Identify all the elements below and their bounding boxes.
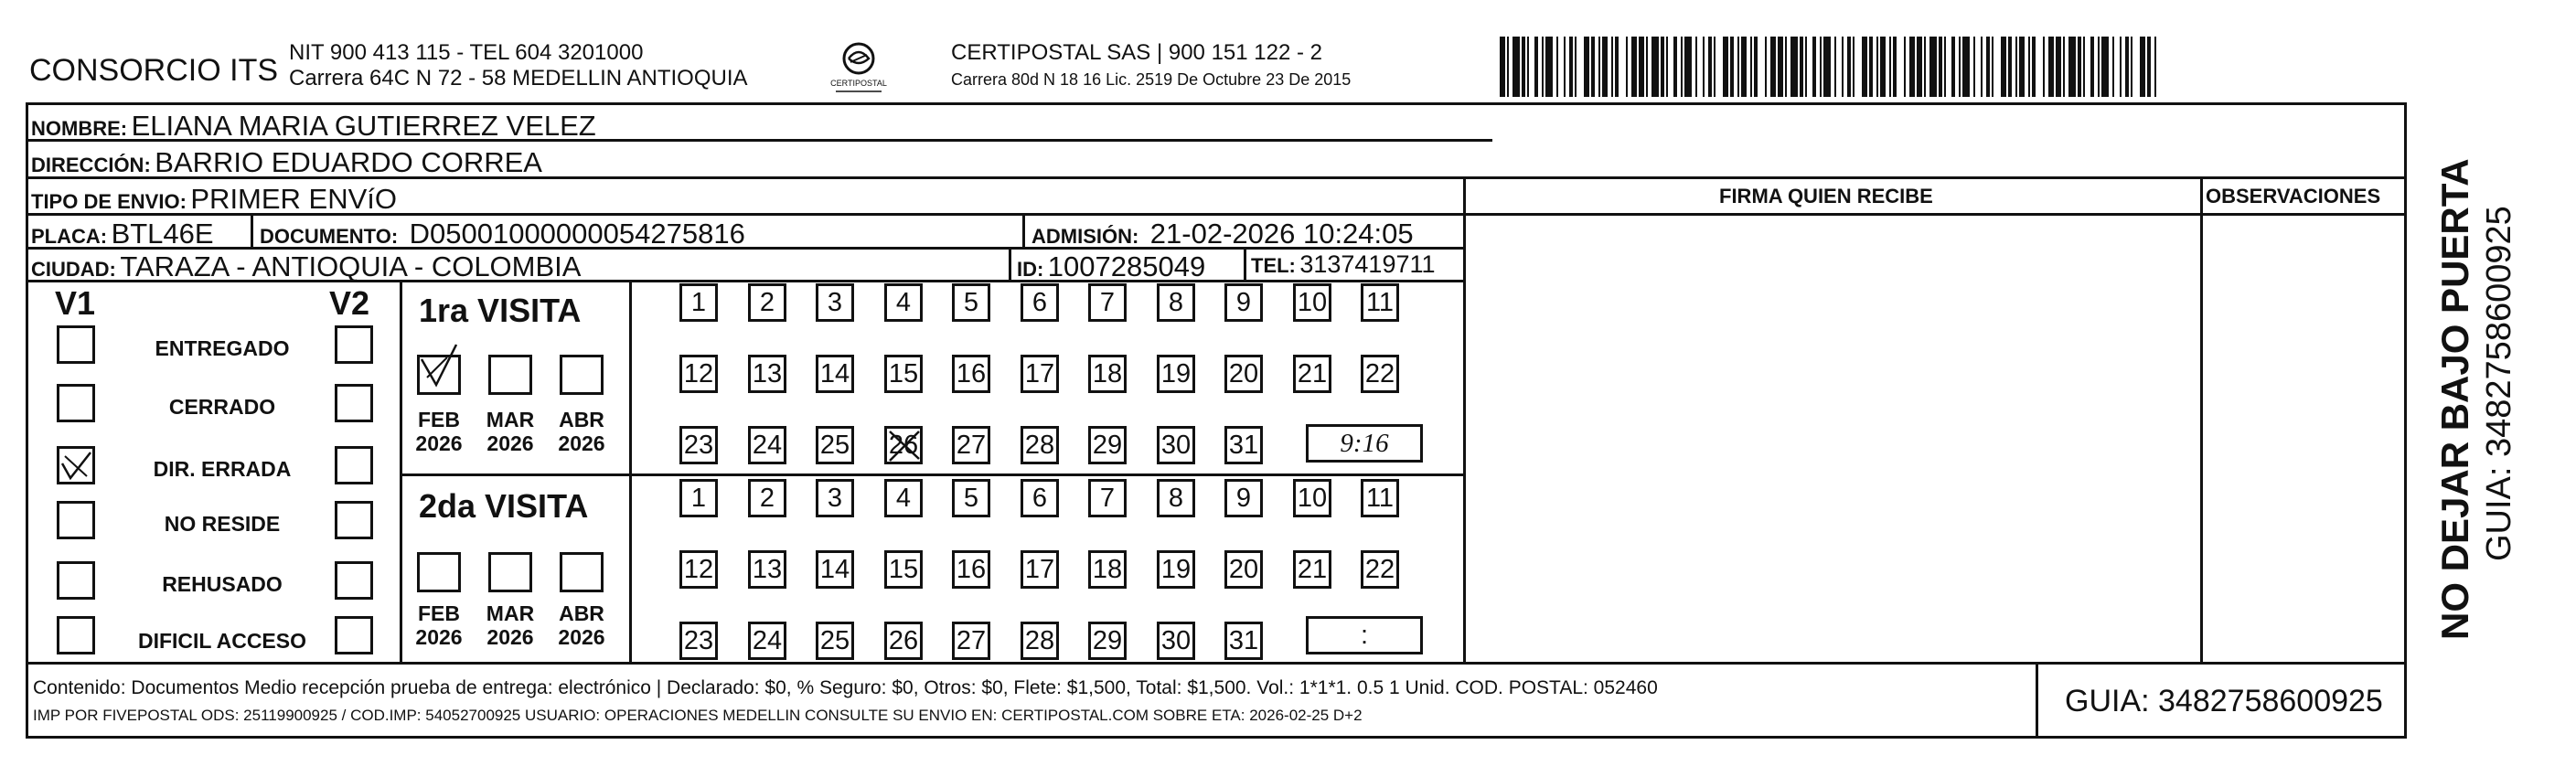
nombre-row — [31, 112, 596, 140]
v1-checkbox-rehusado[interactable] — [57, 561, 95, 600]
first-day-26[interactable]: 26 — [884, 426, 923, 464]
first-month-feb: FEB 2026 — [415, 408, 463, 456]
status-dir-errada: DIR. ERRADA — [153, 457, 292, 481]
no-dejar-bajo-puerta: NO DEJAR BAJO PUERTA — [2433, 158, 2476, 640]
first-visit-title: 1ra VISITA — [419, 292, 582, 329]
observaciones-header: OBSERVACIONES — [2206, 185, 2381, 207]
tel-value: 3137419711 — [1299, 250, 1436, 278]
second-day-11[interactable]: 11 — [1361, 479, 1399, 517]
id-value: 1007285049 — [1047, 250, 1206, 282]
nombre-value: ELIANA MARIA GUTIERREZ VELEZ — [131, 110, 596, 142]
svg-text:CERTIPOSTAL: CERTIPOSTAL — [830, 79, 887, 88]
first-day-25[interactable]: 25 — [816, 426, 854, 464]
second-day-13[interactable]: 13 — [748, 550, 786, 589]
first-day-20[interactable]: 20 — [1224, 355, 1263, 393]
placa-cell — [31, 219, 214, 248]
first-day-27[interactable]: 27 — [952, 426, 990, 464]
second-month-abr: ABR 2026 — [558, 601, 605, 650]
check-mark-icon — [59, 449, 92, 482]
observaciones-area[interactable] — [2206, 218, 2403, 660]
second-day-1[interactable]: 1 — [679, 479, 718, 517]
certipostal-address: Carrera 80d N 18 16 Lic. 2519 De Octubre 23 De 2015 — [951, 70, 1352, 89]
second-month-box-abr[interactable] — [560, 552, 604, 592]
second-day-14[interactable]: 14 — [816, 550, 854, 589]
v1-label: V1 — [55, 284, 96, 322]
first-month-box-abr[interactable] — [560, 355, 604, 395]
second-day-26[interactable]: 26 — [884, 622, 923, 660]
second-day-7[interactable]: 7 — [1088, 479, 1127, 517]
second-day-18[interactable]: 18 — [1088, 550, 1127, 589]
placa-value: BTL46E — [111, 218, 214, 250]
check-mark-icon — [420, 350, 460, 387]
v2-checkbox-rehusado[interactable] — [335, 561, 373, 600]
second-day-4[interactable]: 4 — [884, 479, 923, 517]
status-no-reside: NO RESIDE — [164, 512, 281, 536]
second-day-29[interactable]: 29 — [1088, 622, 1127, 660]
first-day-23[interactable]: 23 — [679, 426, 718, 464]
second-day-27[interactable]: 27 — [952, 622, 990, 660]
tipo-envio-label: TIPO DE ENVIO: — [31, 190, 187, 213]
second-day-31[interactable]: 31 — [1224, 622, 1263, 660]
first-day-11[interactable]: 11 — [1361, 283, 1399, 322]
second-day-30[interactable]: 30 — [1157, 622, 1195, 660]
first-day-12[interactable]: 12 — [679, 355, 718, 393]
direccion-value: BARRIO EDUARDO CORREA — [155, 146, 542, 178]
second-day-25[interactable]: 25 — [816, 622, 854, 660]
placa-label: PLACA: — [31, 225, 108, 248]
footer-imp: IMP POR FIVEPOSTAL ODS: 25119900925 / COD.IMP: 54052700925 USUARIO: OPERACIONES MEDELLIN CONSULTE SU ENVIO EN: CERTIPOSTAL.COM SOBRE ETA: 2026-02-25 D+2 — [33, 707, 1363, 724]
v2-checkbox-dificil-acceso[interactable] — [335, 616, 373, 654]
ciudad-cell — [31, 252, 581, 281]
company-address: Carrera 64C N 72 - 58 MEDELLIN ANTIOQUIA — [289, 66, 748, 90]
first-day-15[interactable]: 15 — [884, 355, 923, 393]
documento-label: DOCUMENTO: — [260, 225, 399, 248]
second-day-23[interactable]: 23 — [679, 622, 718, 660]
admision-label: ADMISIÓN: — [1031, 225, 1139, 248]
first-day-28[interactable]: 28 — [1021, 426, 1059, 464]
second-time-box[interactable]: : — [1306, 616, 1423, 654]
barcode — [1500, 37, 2158, 97]
first-month-abr: ABR 2026 — [558, 408, 605, 456]
second-day-3[interactable]: 3 — [816, 479, 854, 517]
second-month-mar: MAR 2026 — [486, 601, 535, 650]
ciudad-label: CIUDAD: — [31, 258, 116, 281]
v2-checkbox-no-reside[interactable] — [335, 501, 373, 539]
certipostal-company: CERTIPOSTAL SAS | 900 151 122 - 2 — [951, 40, 1322, 65]
status-entregado: ENTREGADO — [155, 336, 290, 360]
first-month-box-feb[interactable] — [417, 355, 461, 395]
tipo-envio-value: PRIMER ENVíO — [190, 183, 398, 215]
first-day-4[interactable]: 4 — [884, 283, 923, 322]
v1-checkbox-cerrado[interactable] — [57, 384, 95, 422]
v2-checkbox-cerrado[interactable] — [335, 384, 373, 422]
v2-label: V2 — [329, 284, 370, 322]
second-day-19[interactable]: 19 — [1157, 550, 1195, 589]
first-day-30[interactable]: 30 — [1157, 426, 1195, 464]
cross-mark-icon — [884, 426, 923, 464]
second-day-28[interactable]: 28 — [1021, 622, 1059, 660]
second-day-5[interactable]: 5 — [952, 479, 990, 517]
first-day-9[interactable]: 9 — [1224, 283, 1263, 322]
second-month-feb: FEB 2026 — [415, 601, 463, 650]
status-cerrado: CERRADO — [168, 395, 276, 419]
v1-checkbox-no-reside[interactable] — [57, 501, 95, 539]
first-day-24[interactable]: 24 — [748, 426, 786, 464]
second-day-8[interactable]: 8 — [1157, 479, 1195, 517]
second-visit-title: 2da VISITA — [419, 487, 589, 525]
nit-line: NIT 900 413 115 - TEL 604 3201000 — [289, 40, 644, 65]
first-day-17[interactable]: 17 — [1021, 355, 1059, 393]
first-day-5[interactable]: 5 — [952, 283, 990, 322]
status-dificil-acceso: DIFICIL ACCESO — [137, 629, 306, 653]
certipostal-logo — [827, 38, 891, 95]
admision-cell — [1031, 219, 1414, 248]
first-day-6[interactable]: 6 — [1021, 283, 1059, 322]
second-day-2[interactable]: 2 — [748, 479, 786, 517]
first-day-22[interactable]: 22 — [1361, 355, 1399, 393]
second-day-9[interactable]: 9 — [1224, 479, 1263, 517]
first-day-29[interactable]: 29 — [1088, 426, 1127, 464]
second-month-box-feb[interactable] — [417, 552, 461, 592]
documento-value: D05001000000054275816 — [409, 218, 745, 250]
v1-checkbox-dir-errada[interactable] — [57, 446, 95, 484]
first-month-box-mar[interactable] — [488, 355, 532, 395]
tel-cell — [1251, 252, 1436, 277]
second-day-20[interactable]: 20 — [1224, 550, 1263, 589]
first-day-10[interactable]: 10 — [1293, 283, 1331, 322]
second-day-21[interactable]: 21 — [1293, 550, 1331, 589]
admision-value: 21-02-2026 10:24:05 — [1149, 218, 1414, 250]
company-name: CONSORCIO ITS — [29, 53, 279, 88]
second-day-22[interactable]: 22 — [1361, 550, 1399, 589]
first-day-14[interactable]: 14 — [816, 355, 854, 393]
first-day-13[interactable]: 13 — [748, 355, 786, 393]
nombre-label: NOMBRE: — [31, 117, 128, 140]
id-label: ID: — [1017, 258, 1044, 281]
first-day-1[interactable]: 1 — [679, 283, 718, 322]
second-day-6[interactable]: 6 — [1021, 479, 1059, 517]
first-month-mar: MAR 2026 — [486, 408, 535, 456]
direccion-row — [31, 148, 542, 176]
ciudad-value: TARAZA - ANTIOQUIA - COLOMBIA — [120, 250, 582, 282]
first-day-21[interactable]: 21 — [1293, 355, 1331, 393]
v1-checkbox-entregado[interactable] — [57, 325, 95, 364]
first-day-3[interactable]: 3 — [816, 283, 854, 322]
firma-area[interactable] — [1469, 218, 2197, 660]
documento-cell — [260, 219, 745, 248]
first-day-18[interactable]: 18 — [1088, 355, 1127, 393]
first-day-16[interactable]: 16 — [952, 355, 990, 393]
status-rehusado: REHUSADO — [162, 572, 283, 596]
first-day-7[interactable]: 7 — [1088, 283, 1127, 322]
second-day-12[interactable]: 12 — [679, 550, 718, 589]
first-day-8[interactable]: 8 — [1157, 283, 1195, 322]
first-time-box[interactable]: 9:16 — [1306, 424, 1423, 463]
footer-contenido: Contenido: Documentos Medio recepción prueba de entrega: electrónico | Declarado: $0, % Seguro: $0, Otros: $0, Flete: $1,500, Total: $1,500. Vol.: 1*1*1. 0.5 1 Unid. COD. POSTAL: 052460 — [33, 677, 1658, 698]
first-day-2[interactable]: 2 — [748, 283, 786, 322]
v1-checkbox-dificil-acceso[interactable] — [57, 616, 95, 654]
second-month-box-mar[interactable] — [488, 552, 532, 592]
id-cell — [1017, 252, 1205, 281]
first-day-19[interactable]: 19 — [1157, 355, 1195, 393]
second-day-16[interactable]: 16 — [952, 550, 990, 589]
tipo-envio-row — [31, 185, 397, 213]
first-day-31[interactable]: 31 — [1224, 426, 1263, 464]
side-guia: GUIA: 3482758600925 — [2480, 206, 2518, 561]
second-day-24[interactable]: 24 — [748, 622, 786, 660]
firma-header: FIRMA QUIEN RECIBE — [1719, 185, 1933, 207]
v2-checkbox-dir-errada[interactable] — [335, 446, 373, 484]
second-day-17[interactable]: 17 — [1021, 550, 1059, 589]
second-day-10[interactable]: 10 — [1293, 479, 1331, 517]
second-day-15[interactable]: 15 — [884, 550, 923, 589]
tel-label: TEL: — [1251, 254, 1296, 277]
direccion-label: DIRECCIÓN: — [31, 154, 151, 176]
v2-checkbox-entregado[interactable] — [335, 325, 373, 364]
footer-guia: GUIA: 3482758600925 — [2065, 684, 2383, 718]
